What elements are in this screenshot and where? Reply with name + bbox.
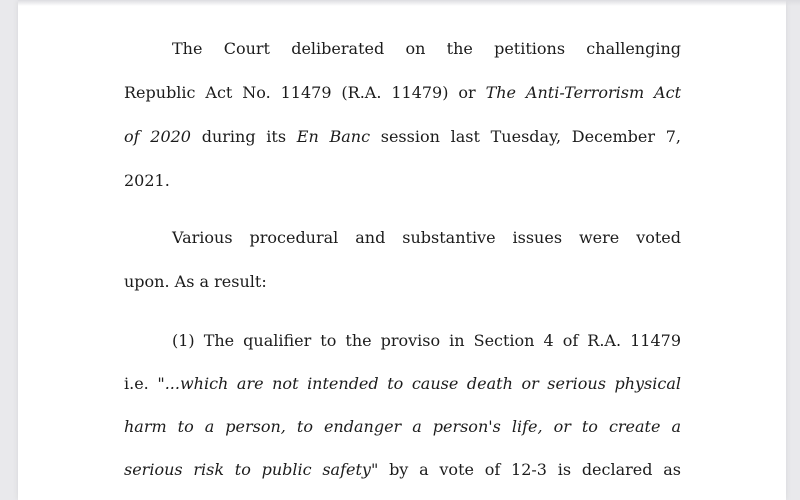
para3-line1: (1) The qualifier to the proviso in Section 4 of R.A. 11479	[172, 331, 681, 350]
para1-line4: 2021.	[124, 171, 170, 190]
document-body	[124, 0, 681, 500]
para1-line2: Republic Act No. 11479 (R.A. 11479) or The Anti-Terrorism Act	[124, 83, 682, 102]
para3-line2: i.e. "...which are not intended to cause death or serious physical	[124, 374, 681, 393]
para2-line2: upon. As a result:	[124, 272, 267, 291]
para2-line1: Various procedural and substantive issues were voted	[172, 228, 681, 247]
para1-line3: of 2020 during its En Banc session last Tuesday, December 7,	[124, 127, 682, 146]
para1-line1: The Court deliberated on the petitions challenging	[172, 39, 682, 58]
para3-line4: serious risk to public safety" by a vote of 12-3 is declared as	[124, 460, 682, 479]
para3-line3: harm to a person, to endanger a person's life, or to create a	[124, 417, 681, 436]
